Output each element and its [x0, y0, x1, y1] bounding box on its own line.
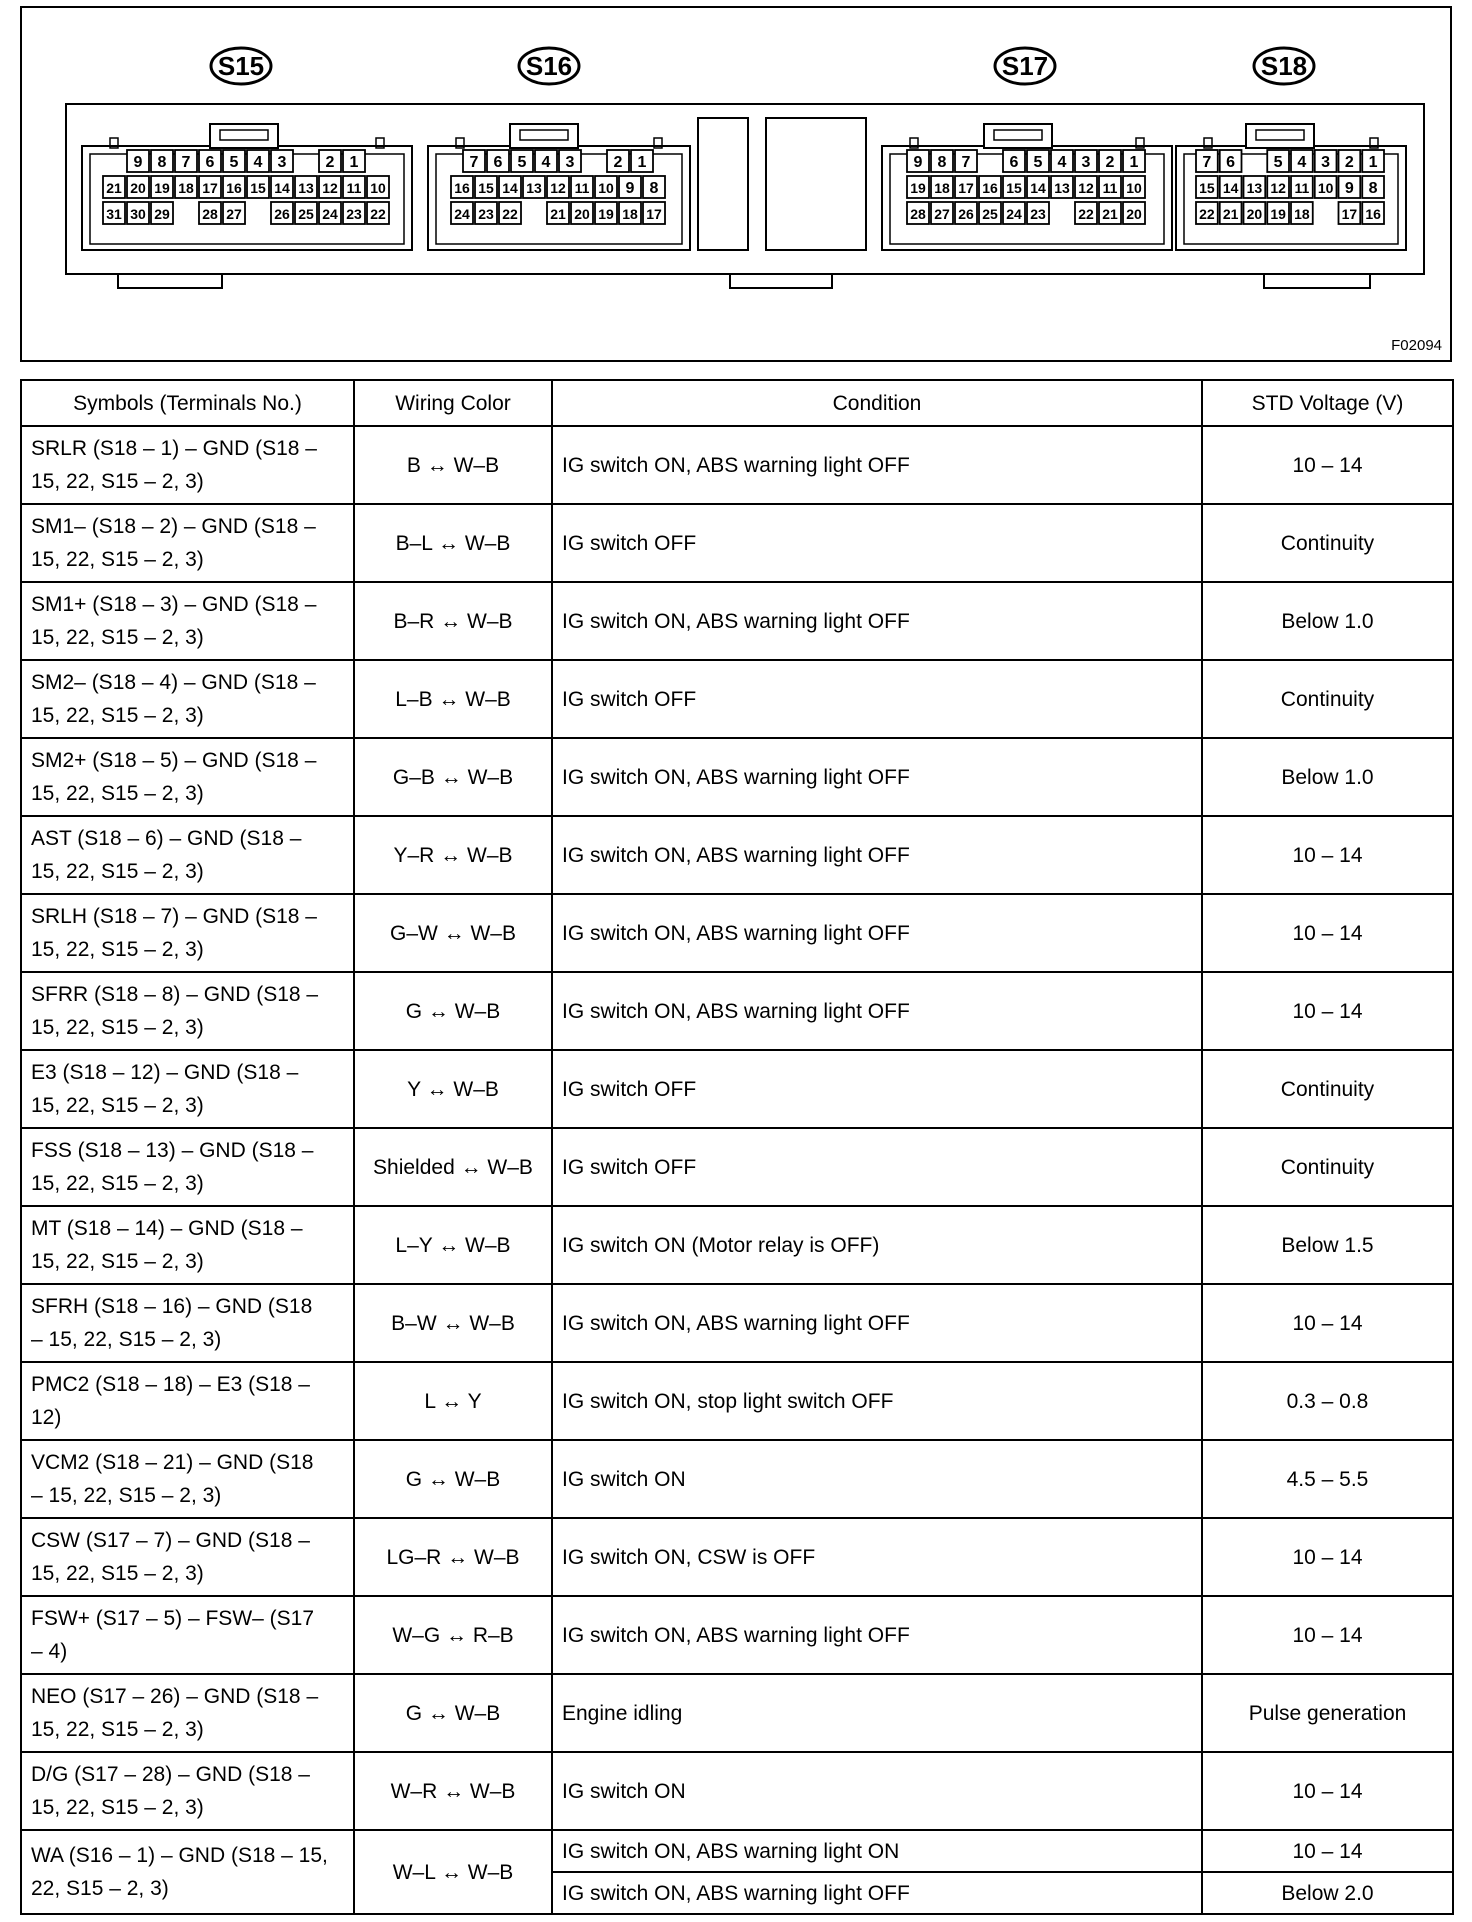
- pin-number: 15: [478, 180, 494, 196]
- symbol-line: 15, 22, S15 – 2, 3): [31, 626, 204, 649]
- symbol-line: 15, 22, S15 – 2, 3): [31, 1172, 204, 1195]
- symbol-line: CSW (S17 – 7) – GND (S18 –: [31, 1529, 310, 1552]
- voltage-cell: 10 – 14: [1202, 1752, 1453, 1830]
- voltage-cell: Pulse generation: [1202, 1674, 1453, 1752]
- table-header-row: [21, 380, 1453, 426]
- wiring-color-cell: W–L ↔ W–B: [354, 1830, 552, 1914]
- pin-number: 12: [1078, 180, 1094, 196]
- condition-cell: IG switch OFF: [552, 1050, 1202, 1128]
- pin-number: 10: [1317, 180, 1334, 196]
- wiring-color-cell: B–W ↔ W–B: [354, 1284, 552, 1362]
- condition-cell: IG switch ON, ABS warning light OFF: [552, 1284, 1202, 1362]
- pin-number: 18: [934, 180, 950, 196]
- pin-number: 21: [106, 180, 122, 196]
- pin-number: 7: [961, 154, 971, 171]
- symbol-line: 15, 22, S15 – 2, 3): [31, 470, 204, 493]
- terminal-spec-table: [20, 379, 1454, 1915]
- pin-number: 9: [1344, 180, 1354, 197]
- pin-number: 13: [526, 180, 542, 196]
- pin-number: 24: [1006, 206, 1022, 222]
- condition-cell: IG switch ON, ABS warning light OFF: [552, 426, 1202, 504]
- wiring-color-cell: W–G ↔ R–B: [354, 1596, 552, 1674]
- symbol-cell: [21, 426, 354, 504]
- symbol-line: SM1+ (S18 – 3) – GND (S18 –: [31, 593, 317, 616]
- symbol-line: 22, S15 – 2, 3): [31, 1877, 169, 1900]
- voltage-cell: Continuity: [1202, 1128, 1453, 1206]
- symbol-cell: [21, 972, 354, 1050]
- pin-number: 24: [454, 206, 470, 222]
- symbol-cell: [21, 1752, 354, 1830]
- condition-cell: IG switch ON, ABS warning light OFF: [552, 816, 1202, 894]
- pin-number: 1: [349, 154, 359, 171]
- pin-number: 14: [274, 180, 290, 196]
- condition-cell: IG switch ON, CSW is OFF: [552, 1518, 1202, 1596]
- pin-number: 15: [1199, 180, 1215, 196]
- pin-number: 22: [1078, 206, 1094, 222]
- table-row: [21, 1752, 1453, 1830]
- pin-number: 8: [649, 180, 659, 197]
- pin-number: 13: [1246, 180, 1263, 196]
- figure-id: F02094: [1391, 337, 1442, 354]
- symbol-line: 15, 22, S15 – 2, 3): [31, 1562, 204, 1585]
- symbol-cell: [21, 738, 354, 816]
- pin-number: 9: [625, 180, 635, 197]
- symbol-cell: [21, 1284, 354, 1362]
- pin-number: 17: [646, 206, 662, 222]
- table-row: [21, 1362, 1453, 1440]
- condition-cell: IG switch ON, stop light switch OFF: [552, 1362, 1202, 1440]
- wiring-color-cell: W–R ↔ W–B: [354, 1752, 552, 1830]
- pin-number: 15: [1006, 180, 1022, 196]
- symbol-line: 15, 22, S15 – 2, 3): [31, 548, 204, 571]
- pin-number: 11: [574, 180, 590, 196]
- wiring-color-cell: B–L ↔ W–B: [354, 504, 552, 582]
- symbol-line: FSS (S18 – 13) – GND (S18 –: [31, 1139, 314, 1162]
- pin-number: 22: [370, 206, 386, 222]
- pin-number: 3: [1081, 154, 1091, 171]
- pin-number: 27: [934, 206, 950, 222]
- table-row: [21, 894, 1453, 972]
- voltage-cell: 4.5 – 5.5: [1202, 1440, 1453, 1518]
- pin-number: 30: [130, 206, 146, 222]
- pin-number: 18: [622, 206, 638, 222]
- pin-number: 17: [958, 180, 974, 196]
- voltage-cell: 10 – 14: [1202, 1596, 1453, 1674]
- pin-number: 18: [1294, 206, 1310, 222]
- voltage-cell: Continuity: [1202, 1050, 1453, 1128]
- pin-number: 16: [454, 180, 470, 196]
- pin-number: 14: [1222, 180, 1239, 196]
- symbol-line: SM2– (S18 – 4) – GND (S18 –: [31, 671, 316, 694]
- header-wiring-color: Wiring Color: [354, 380, 552, 426]
- wiring-color-cell: G–B ↔ W–B: [354, 738, 552, 816]
- symbol-line: 15, 22, S15 – 2, 3): [31, 782, 204, 805]
- pin-number: 11: [1102, 180, 1118, 196]
- pin-number: 3: [565, 154, 575, 171]
- pin-number: 15: [250, 180, 266, 196]
- condition-cell: IG switch ON, ABS warning light OFF: [552, 894, 1202, 972]
- pin-number: 4: [1057, 154, 1067, 171]
- voltage-cell: Below 2.0: [1202, 1872, 1453, 1914]
- pin-number: 18: [178, 180, 194, 196]
- pin-number: 7: [469, 154, 479, 171]
- symbol-cell: [21, 504, 354, 582]
- pin-number: 14: [1030, 180, 1046, 196]
- symbol-line: 15, 22, S15 – 2, 3): [31, 1250, 204, 1273]
- table-row: [21, 1128, 1453, 1206]
- pin-number: 11: [1294, 180, 1310, 196]
- pin-number: 9: [133, 154, 143, 171]
- header-condition: Condition: [552, 380, 1202, 426]
- pin-number: 22: [1199, 206, 1215, 222]
- symbol-line: 15, 22, S15 – 2, 3): [31, 704, 204, 727]
- symbol-cell: [21, 1596, 354, 1674]
- symbol-line: D/G (S17 – 28) – GND (S18 –: [31, 1763, 310, 1786]
- pin-number: 4: [253, 154, 263, 171]
- pin-number: 19: [1270, 206, 1286, 222]
- symbol-line: E3 (S18 – 12) – GND (S18 –: [31, 1061, 299, 1084]
- pin-number: 12: [322, 180, 338, 196]
- voltage-cell: 10 – 14: [1202, 1830, 1453, 1872]
- symbol-line: WA (S16 – 1) – GND (S18 – 15,: [31, 1844, 328, 1867]
- symbol-cell: [21, 894, 354, 972]
- blank-block: [766, 118, 866, 250]
- symbol-cell: [21, 1518, 354, 1596]
- wiring-color-cell: Y–R ↔ W–B: [354, 816, 552, 894]
- symbol-cell: [21, 1206, 354, 1284]
- table-row: [21, 1440, 1453, 1518]
- table-row: [21, 1284, 1453, 1362]
- pin-number: 20: [130, 180, 146, 196]
- pin-number: 19: [598, 206, 614, 222]
- voltage-cell: 10 – 14: [1202, 972, 1453, 1050]
- pin-number: 13: [1054, 180, 1070, 196]
- condition-cell: IG switch ON (Motor relay is OFF): [552, 1206, 1202, 1284]
- condition-cell: IG switch ON, ABS warning light OFF: [552, 972, 1202, 1050]
- table-row: [21, 1050, 1453, 1128]
- voltage-cell: Below 1.0: [1202, 738, 1453, 816]
- wiring-color-cell: LG–R ↔ W–B: [354, 1518, 552, 1596]
- symbol-line: 15, 22, S15 – 2, 3): [31, 1718, 204, 1741]
- voltage-cell: 10 – 14: [1202, 894, 1453, 972]
- table-row: [21, 738, 1453, 816]
- pin-number: 2: [1344, 154, 1354, 171]
- connector-label: S17: [1001, 51, 1049, 81]
- wiring-color-cell: G ↔ W–B: [354, 972, 552, 1050]
- voltage-cell: Below 1.5: [1202, 1206, 1453, 1284]
- pin-number: 25: [298, 206, 314, 222]
- pin-number: 8: [157, 154, 167, 171]
- condition-cell: IG switch OFF: [552, 504, 1202, 582]
- symbol-cell: [21, 1440, 354, 1518]
- pin-number: 11: [346, 180, 362, 196]
- pin-number: 8: [1368, 180, 1378, 197]
- pin-number: 28: [202, 206, 218, 222]
- symbol-line: SFRR (S18 – 8) – GND (S18 –: [31, 983, 319, 1006]
- pin-number: 2: [613, 154, 623, 171]
- voltage-cell: 10 – 14: [1202, 1518, 1453, 1596]
- voltage-cell: Continuity: [1202, 504, 1453, 582]
- symbol-line: 12): [31, 1406, 62, 1429]
- voltage-cell: 10 – 14: [1202, 816, 1453, 894]
- pin-number: 9: [913, 154, 923, 171]
- table-row: [21, 1596, 1453, 1674]
- table-row: [21, 1518, 1453, 1596]
- symbol-cell: [21, 1362, 354, 1440]
- symbol-cell: [21, 1050, 354, 1128]
- pin-number: 6: [1009, 154, 1019, 171]
- pin-number: 6: [493, 154, 503, 171]
- wiring-color-cell: G ↔ W–B: [354, 1440, 552, 1518]
- symbol-line: – 15, 22, S15 – 2, 3): [31, 1328, 222, 1351]
- pin-number: 5: [1033, 154, 1043, 171]
- table-row: [21, 1206, 1453, 1284]
- symbol-line: 15, 22, S15 – 2, 3): [31, 1016, 204, 1039]
- symbol-line: 15, 22, S15 – 2, 3): [31, 938, 204, 961]
- pin-number: 7: [1202, 154, 1212, 171]
- condition-cell: IG switch ON, ABS warning light OFF: [552, 1872, 1202, 1914]
- table-row: [21, 816, 1453, 894]
- voltage-cell: Continuity: [1202, 660, 1453, 738]
- symbol-cell: [21, 1128, 354, 1206]
- condition-cell: IG switch ON, ABS warning light ON: [552, 1830, 1202, 1872]
- pin-number: 17: [202, 180, 218, 196]
- pin-number: 10: [598, 180, 614, 196]
- symbol-cell: [21, 1674, 354, 1752]
- pin-number: 23: [1030, 206, 1046, 222]
- pin-number: 23: [478, 206, 494, 222]
- voltage-cell: 0.3 – 0.8: [1202, 1362, 1453, 1440]
- symbol-line: SFRH (S18 – 16) – GND (S18: [31, 1295, 313, 1318]
- pin-number: 10: [370, 180, 386, 196]
- symbol-line: PMC2 (S18 – 18) – E3 (S18 –: [31, 1373, 310, 1396]
- pin-number: 20: [1246, 206, 1263, 222]
- condition-cell: IG switch ON: [552, 1752, 1202, 1830]
- symbol-cell: [21, 816, 354, 894]
- pin-number: 1: [1368, 154, 1378, 171]
- voltage-cell: 10 – 14: [1202, 1284, 1453, 1362]
- pin-number: 23: [346, 206, 362, 222]
- symbol-line: SM2+ (S18 – 5) – GND (S18 –: [31, 749, 317, 772]
- pin-number: 6: [205, 154, 215, 171]
- symbol-line: – 4): [31, 1640, 68, 1663]
- wiring-color-cell: G–W ↔ W–B: [354, 894, 552, 972]
- pin-number: 24: [322, 206, 338, 222]
- pin-number: 22: [502, 206, 518, 222]
- table-row: [21, 972, 1453, 1050]
- pin-number: 20: [574, 206, 590, 222]
- pin-number: 28: [910, 206, 926, 222]
- pin-number: 4: [541, 154, 551, 171]
- symbol-cell: [21, 660, 354, 738]
- pin-number: 14: [502, 180, 518, 196]
- table-row: [21, 1674, 1453, 1752]
- symbol-line: SRLH (S18 – 7) – GND (S18 –: [31, 905, 317, 928]
- connector-drawing: [22, 8, 1450, 360]
- symbol-line: NEO (S17 – 26) – GND (S18 –: [31, 1685, 319, 1708]
- connector-diagram: [20, 6, 1452, 362]
- condition-cell: IG switch ON, ABS warning light OFF: [552, 1596, 1202, 1674]
- pin-number: 26: [958, 206, 974, 222]
- symbol-line: 15, 22, S15 – 2, 3): [31, 1796, 204, 1819]
- wiring-color-cell: B ↔ W–B: [354, 426, 552, 504]
- condition-cell: IG switch ON, ABS warning light OFF: [552, 582, 1202, 660]
- pin-number: 17: [1341, 206, 1358, 222]
- condition-cell: IG switch ON, ABS warning light OFF: [552, 738, 1202, 816]
- pin-number: 12: [1270, 180, 1286, 196]
- connector-label: S18: [1260, 51, 1308, 81]
- pin-number: 21: [1102, 206, 1118, 222]
- pin-number: 4: [1297, 154, 1307, 171]
- pin-number: 25: [982, 206, 998, 222]
- symbol-line: FSW+ (S17 – 5) – FSW– (S17: [31, 1607, 315, 1630]
- table-row: [21, 582, 1453, 660]
- table-row: [21, 504, 1453, 582]
- table-row: [21, 1830, 1453, 1872]
- wiring-color-cell: L–Y ↔ W–B: [354, 1206, 552, 1284]
- table-body: [21, 426, 1453, 1914]
- connector-label: S16: [525, 51, 573, 81]
- pin-number: 5: [1273, 154, 1283, 171]
- pin-number: 16: [982, 180, 998, 196]
- pin-number: 29: [154, 206, 170, 222]
- symbol-line: 15, 22, S15 – 2, 3): [31, 1094, 204, 1117]
- mounting-foot: [730, 274, 832, 288]
- symbol-line: AST (S18 – 6) – GND (S18 –: [31, 827, 302, 850]
- wiring-color-cell: L–B ↔ W–B: [354, 660, 552, 738]
- pin-number: 19: [154, 180, 170, 196]
- pin-number: 21: [1222, 206, 1239, 222]
- voltage-cell: 10 – 14: [1202, 426, 1453, 504]
- wiring-color-cell: Shielded ↔ W–B: [354, 1128, 552, 1206]
- condition-cell: IG switch OFF: [552, 660, 1202, 738]
- condition-cell: Engine idling: [552, 1674, 1202, 1752]
- pin-number: 1: [1129, 154, 1139, 171]
- pin-number: 13: [298, 180, 314, 196]
- wiring-color-cell: L ↔ Y: [354, 1362, 552, 1440]
- wiring-color-cell: G ↔ W–B: [354, 1674, 552, 1752]
- pin-number: 26: [274, 206, 290, 222]
- connector-label: S15: [217, 51, 265, 81]
- pin-number: 2: [1105, 154, 1115, 171]
- pin-number: 27: [226, 206, 242, 222]
- pin-number: 6: [1226, 154, 1236, 171]
- mounting-foot: [118, 274, 222, 288]
- pin-number: 16: [1365, 206, 1381, 222]
- condition-cell: IG switch ON: [552, 1440, 1202, 1518]
- wiring-color-cell: Y ↔ W–B: [354, 1050, 552, 1128]
- blank-block: [698, 118, 748, 250]
- pin-number: 16: [226, 180, 242, 196]
- symbol-line: 15, 22, S15 – 2, 3): [31, 860, 204, 883]
- table-row: [21, 426, 1453, 504]
- header-std-voltage: STD Voltage (V): [1202, 380, 1453, 426]
- pin-number: 8: [937, 154, 947, 171]
- symbol-line: SRLR (S18 – 1) – GND (S18 –: [31, 437, 317, 460]
- pin-number: 1: [637, 154, 647, 171]
- pin-number: 31: [106, 206, 122, 222]
- pin-number: 20: [1126, 206, 1142, 222]
- pin-number: 5: [229, 154, 239, 171]
- pin-number: 21: [550, 206, 566, 222]
- voltage-cell: Below 1.0: [1202, 582, 1453, 660]
- symbol-line: MT (S18 – 14) – GND (S18 –: [31, 1217, 303, 1240]
- pin-number: 3: [1321, 154, 1331, 171]
- symbol-cell: [21, 1830, 354, 1914]
- pin-number: 3: [277, 154, 287, 171]
- symbol-line: – 15, 22, S15 – 2, 3): [31, 1484, 222, 1507]
- symbol-cell: [21, 582, 354, 660]
- pin-number: 2: [325, 154, 335, 171]
- wiring-color-cell: B–R ↔ W–B: [354, 582, 552, 660]
- header-symbols: Symbols (Terminals No.): [21, 380, 354, 426]
- symbol-line: VCM2 (S18 – 21) – GND (S18: [31, 1451, 314, 1474]
- table-row: [21, 660, 1453, 738]
- pin-number: 7: [181, 154, 191, 171]
- mounting-foot: [1264, 274, 1370, 288]
- pin-number: 5: [517, 154, 527, 171]
- pin-number: 19: [910, 180, 926, 196]
- pin-number: 10: [1126, 180, 1142, 196]
- condition-cell: IG switch OFF: [552, 1128, 1202, 1206]
- symbol-line: SM1– (S18 – 2) – GND (S18 –: [31, 515, 316, 538]
- pin-number: 12: [550, 180, 566, 196]
